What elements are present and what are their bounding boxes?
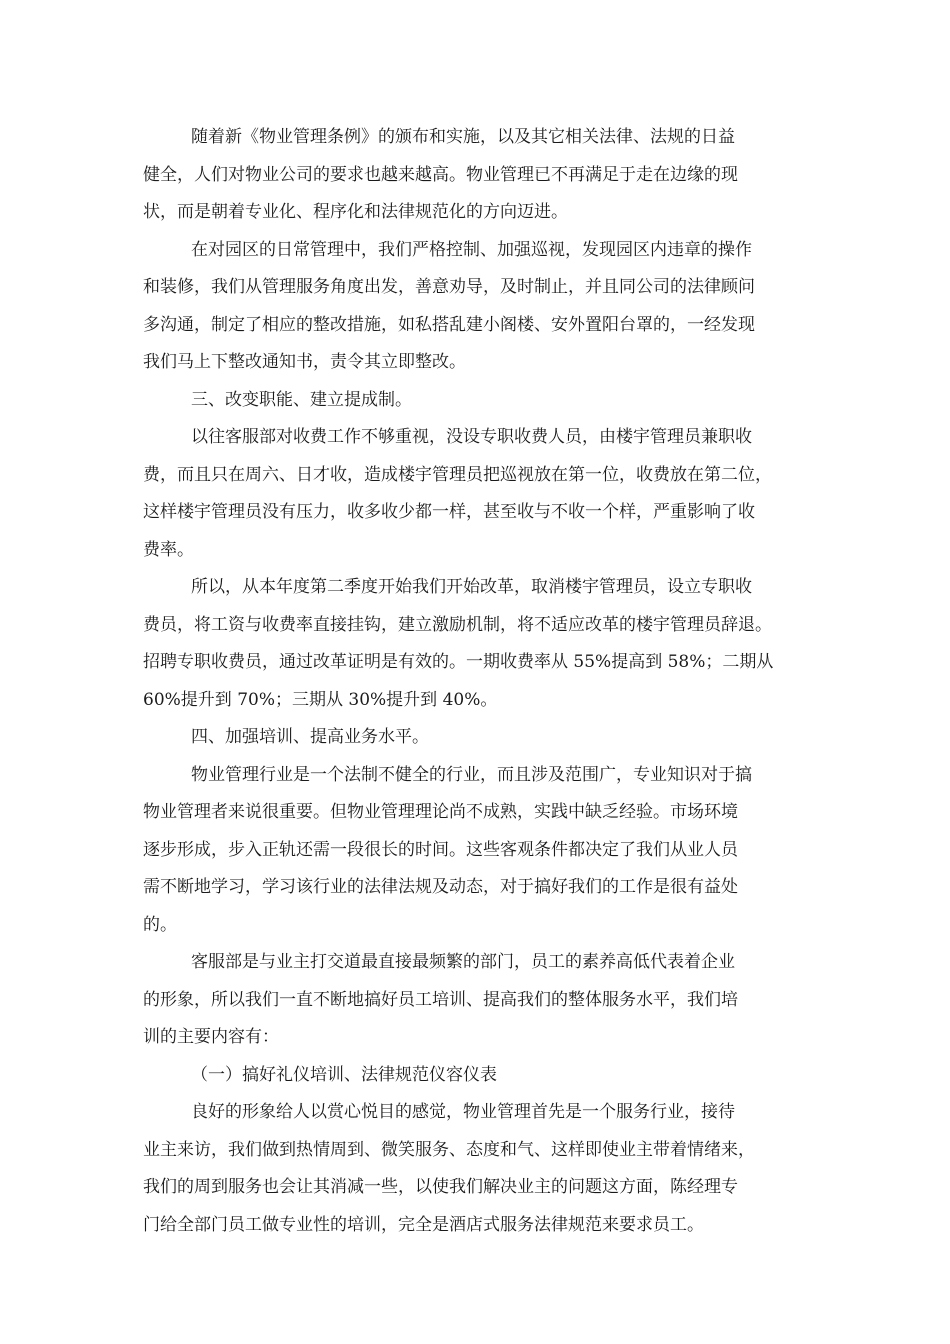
text-line: 随着新《物业管理条例》的颁布和实施，以及其它相关法律、法规的日益 [191, 127, 735, 147]
text-line: 费率。 [143, 539, 194, 560]
text-line: 的形象，所以我们一直不断地搞好员工培训、提高我们的整体服务水平，我们培 [143, 989, 738, 1010]
heading-line: 四、加强培训、提高业务水平。 [191, 727, 429, 747]
text-line: 以往客服部对收费工作不够重视，没设专职收费人员，由楼宇管理员兼职收 [191, 427, 752, 447]
document-body [143, 119, 813, 1244]
text-line: 状，而是朝着专业化、程序化和法律规范化的方向迈进。 [143, 202, 568, 222]
text-line: 和装修，我们从管理服务角度出发，善意劝导，及时制止，并且同公司的法律顾问 [143, 277, 755, 297]
section-heading-4 [143, 719, 813, 757]
heading-line: （一）搞好礼仪培训、法律规范仪容仪表 [191, 1064, 497, 1085]
text-line: 这样楼宇管理员没有压力，收多收少都一样，甚至收与不收一个样，严重影响了收 [143, 502, 755, 522]
text-line: 所以，从本年度第二季度开始我们开始改革，取消楼宇管理员，设立专职收 [191, 577, 752, 597]
text-line: 需不断地学习，学习该行业的法律法规及动态，对于搞好我们的工作是很有益处 [143, 877, 738, 897]
paragraph-1 [143, 119, 813, 232]
text-line: 在对园区的日常管理中，我们严格控制、加强巡视，发现园区内违章的操作 [191, 239, 752, 260]
text-line: 的。 [143, 914, 177, 935]
text-line: 业主来访，我们做到热情周到、微笑服务、态度和气、这样即使业主带着情绪来， [143, 1139, 755, 1160]
text-line: 招聘专职收费员，通过改革证明是有效的。一期收费率从 55%提高到 58%；二期从 [143, 652, 774, 672]
text-line: 客服部是与业主打交道最直接最频繁的部门，员工的素养高低代表着企业 [191, 952, 735, 972]
text-line: 费员，将工资与收费率直接挂钩，建立激励机制，将不适应改革的楼宇管理员辞退。 [143, 614, 772, 635]
paragraph-8 [143, 944, 813, 1057]
heading-line: 三、改变职能、建立提成制。 [191, 389, 412, 410]
text-line: 多沟通，制定了相应的整改措施，如私搭乱建小阁楼、安外置阳台罩的，一经发现 [143, 314, 755, 335]
text-line: 逐步形成，步入正轨还需一段很长的时间。这些客观条件都决定了我们从业人员 [143, 839, 738, 860]
text-line: 健全，人们对物业公司的要求也越来越高。物业管理已不再满足于走在边缘的现 [143, 164, 738, 185]
paragraph-4 [143, 419, 813, 569]
section-heading-3 [143, 382, 813, 420]
text-line: 物业管理行业是一个法制不健全的行业，而且涉及范围广，专业知识对于搞 [191, 764, 752, 785]
text-line: 60%提升到 70%；三期从 30%提升到 40%。 [143, 689, 498, 710]
text-line: 我们的周到服务也会让其消减一些，以使我们解决业主的问题这方面，陈经理专 [143, 1177, 738, 1197]
text-line: 我们马上下整改通知书，责令其立即整改。 [143, 352, 466, 372]
paragraph-5 [143, 569, 813, 719]
paragraph-10 [143, 1094, 813, 1244]
text-line: 良好的形象给人以赏心悦目的感觉，物业管理首先是一个服务行业，接待 [191, 1102, 735, 1122]
paragraph-7 [143, 757, 813, 945]
text-line: 训的主要内容有： [143, 1027, 279, 1047]
paragraph-2 [143, 232, 813, 382]
subsection-heading-1 [143, 1057, 813, 1095]
text-line: 费，而且只在周六、日才收，造成楼宇管理员把巡视放在第一位，收费放在第二位， [143, 464, 772, 485]
text-line: 物业管理者来说很重要。但物业管理理论尚不成熟，实践中缺乏经验。市场环境 [143, 802, 738, 822]
text-line: 门给全部门员工做专业性的培训，完全是酒店式服务法律规范来要求员工。 [143, 1214, 704, 1235]
